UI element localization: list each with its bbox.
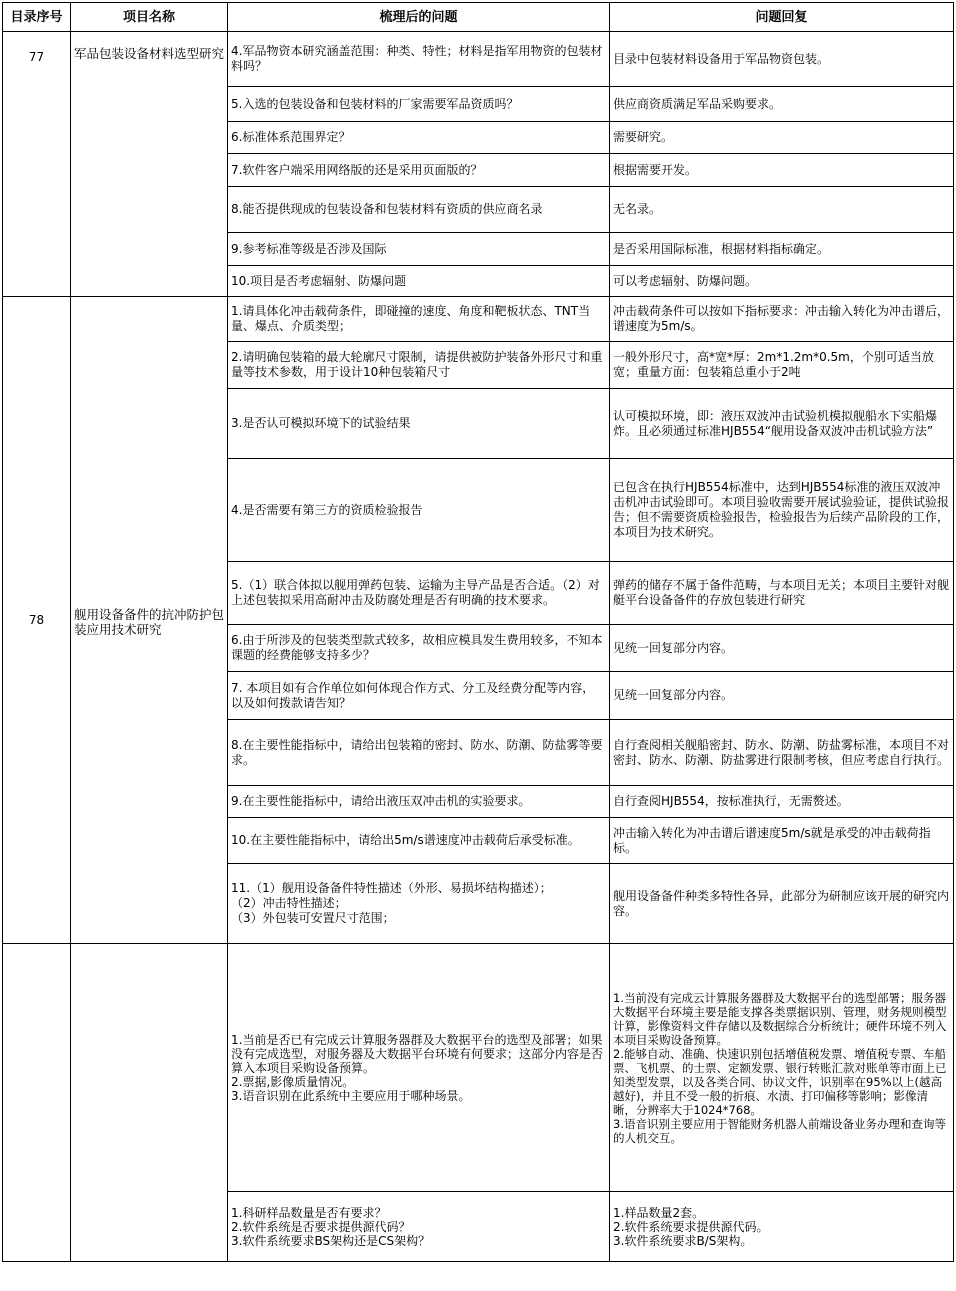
question-cell: 11.（1）舰用设备备件特性描述（外形、易损坏结构描述）； （2）冲击特性描述； （3）外包装可安置尺寸范围； <box>228 864 610 944</box>
reply-cell: 弹药的储存不属于备件范畴，与本项目无关；本项目主要针对舰艇平台设备备件的存放包装进行研究 <box>610 562 954 625</box>
reply-cell: 自行查阅HJB554，按标准执行，无需赘述。 <box>610 786 954 818</box>
question-cell: 9.参考标准等级是否涉及国际 <box>228 233 610 266</box>
reply-cell: 供应商资质满足军品采购要求。 <box>610 87 954 122</box>
question-cell: 10.在主要性能指标中，请给出5m/s谱速度冲击载荷后承受标准。 <box>228 818 610 864</box>
reply-cell: 可以考虑辐射、防爆问题。 <box>610 266 954 297</box>
header-question: 梳理后的问题 <box>228 3 610 32</box>
index-cell <box>3 944 71 1262</box>
question-cell: 8.能否提供现成的包装设备和包装材料有资质的供应商名录 <box>228 187 610 233</box>
project-name-cell: 军品包装设备材料选型研究 <box>71 32 228 297</box>
reply-cell: 冲击载荷条件可以按如下指标要求：冲击输入转化为冲击谱后，谱速度为5m/s。 <box>610 297 954 342</box>
question-cell: 3.是否认可模拟环境下的试验结果 <box>228 389 610 459</box>
question-cell: 1.请具体化冲击载荷条件，即碰撞的速度、角度和靶板状态、TNT当量、爆点、介质类型； <box>228 297 610 342</box>
question-cell: 7. 本项目如有合作单位如何体现合作方式、分工及经费分配等内容，以及如何拨款请告知？ <box>228 672 610 720</box>
header-row <box>3 3 954 32</box>
index-cell: 78 <box>3 297 71 944</box>
reply-cell: 1.样品数量2套。 2.软件系统要求提供源代码。 3.软件系统要求B/S架构。 <box>610 1192 954 1262</box>
question-cell: 10.项目是否考虑辐射、防爆问题 <box>228 266 610 297</box>
reply-cell: 目录中包装材料设备用于军品物资包装。 <box>610 32 954 87</box>
reply-cell: 见统一回复部分内容。 <box>610 672 954 720</box>
index-cell: 77 <box>3 32 71 297</box>
reply-cell: 是否采用国际标准，根据材料指标确定。 <box>610 233 954 266</box>
table-row <box>3 944 954 1192</box>
reply-cell: 根据需要开发。 <box>610 154 954 187</box>
reply-cell: 冲击输入转化为冲击谱后谱速度5m/s就是承受的冲击载荷指标。 <box>610 818 954 864</box>
reply-cell: 认可模拟环境，即：液压双波冲击试验机模拟舰船水下实船爆炸。且必须通过标准HJB554“舰用设备双波冲击机试验方法” <box>610 389 954 459</box>
header-project: 项目名称 <box>71 3 228 32</box>
table-row <box>3 297 954 342</box>
question-cell: 1.科研样品数量是否有要求？ 2.软件系统是否要求提供源代码？ 3.软件系统要求BS架构还是CS架构？ <box>228 1192 610 1262</box>
question-cell: 4.是否需要有第三方的资质检验报告 <box>228 459 610 562</box>
reply-cell: 已包含在执行HJB554标准中，达到HJB554标准的液压双波冲击机冲击试验即可。本项目验收需要开展试验验证，提供试验报告；但不需要资质检验报告，检验报告为后续产品阶段的工作，本项目为技术研究。 <box>610 459 954 562</box>
document-sheet <box>2 2 953 1262</box>
question-cell: 6.由于所涉及的包装类型款式较多，故相应模具发生费用较多，不知本课题的经费能够支持多少？ <box>228 625 610 672</box>
reply-cell: 自行查阅相关舰船密封、防水、防潮、防盐雾标准，本项目不对密封、防水、防潮、防盐雾进行限制考核，但应考虑自行执行。 <box>610 720 954 786</box>
project-name-cell <box>71 944 228 1262</box>
reply-cell: 见统一回复部分内容。 <box>610 625 954 672</box>
table-row <box>3 32 954 87</box>
question-cell: 2.请明确包装箱的最大轮廓尺寸限制，请提供被防护装备外形尺寸和重量等技术参数，用于设计10种包装箱尺寸 <box>228 342 610 389</box>
question-cell: 7.软件客户端采用网络版的还是采用页面版的？ <box>228 154 610 187</box>
reply-cell: 无名录。 <box>610 187 954 233</box>
reply-cell: 1.当前没有完成云计算服务器群及大数据平台的选型部署；服务器大数据平台环境主要是能支撑各类票据识别、管理，财务规则模型计算，影像资料文件存储以及数据综合分析统计；硬件环境不列入本项目采购设备预算。 2.能够自动、准确、快速识别包括增值税发票、增值税专票、车船票、飞机票、的士票、定额发票、银行转账汇款对账单等市面上已知类型发票，以及各类合同、协议文件，识别率在95%以上(越高越好)，并且不受一般的折痕、水渍、打印偏移等影响；影像清晰，分辨率大于1024*768。 3.语音识别主要应用于智能财务机器人前端设备业务办理和查询等的人机交互。 <box>610 944 954 1192</box>
question-cell: 8.在主要性能指标中，请给出包装箱的密封、防水、防潮、防盐雾等要求。 <box>228 720 610 786</box>
header-reply: 问题回复 <box>610 3 954 32</box>
question-cell: 9.在主要性能指标中，请给出液压双冲击机的实验要求。 <box>228 786 610 818</box>
question-cell: 1.当前是否已有完成云计算服务器群及大数据平台的选型及部署；如果没有完成选型，对服务器及大数据平台环境有何要求；这部分内容是否算入本项目采购设备预算。 2.票据,影像质量情况。 3.语音识别在此系统中主要应用于哪种场景。 <box>228 944 610 1192</box>
header-index: 目录序号 <box>3 3 71 32</box>
question-cell: 5.入选的包装设备和包装材料的厂家需要军品资质吗？ <box>228 87 610 122</box>
reply-cell: 一般外形尺寸，高*宽*厚：2m*1.2m*0.5m，个别可适当放宽；重量方面：包装箱总重小于2吨 <box>610 342 954 389</box>
reply-cell: 需要研究。 <box>610 122 954 154</box>
question-cell: 6.标准体系范围界定？ <box>228 122 610 154</box>
qa-table <box>2 2 954 1262</box>
project-name-cell: 舰用设备备件的抗冲防护包装应用技术研究 <box>71 297 228 944</box>
question-cell: 4.军品物资本研究涵盖范围：种类、特性；材料是指军用物资的包装材料吗？ <box>228 32 610 87</box>
question-cell: 5.（1）联合体拟以舰用弹药包装、运输为主导产品是否合适。（2）对上述包装拟采用高耐冲击及防腐处理是否有明确的技术要求。 <box>228 562 610 625</box>
reply-cell: 舰用设备备件种类多特性各异，此部分为研制应该开展的研究内容。 <box>610 864 954 944</box>
